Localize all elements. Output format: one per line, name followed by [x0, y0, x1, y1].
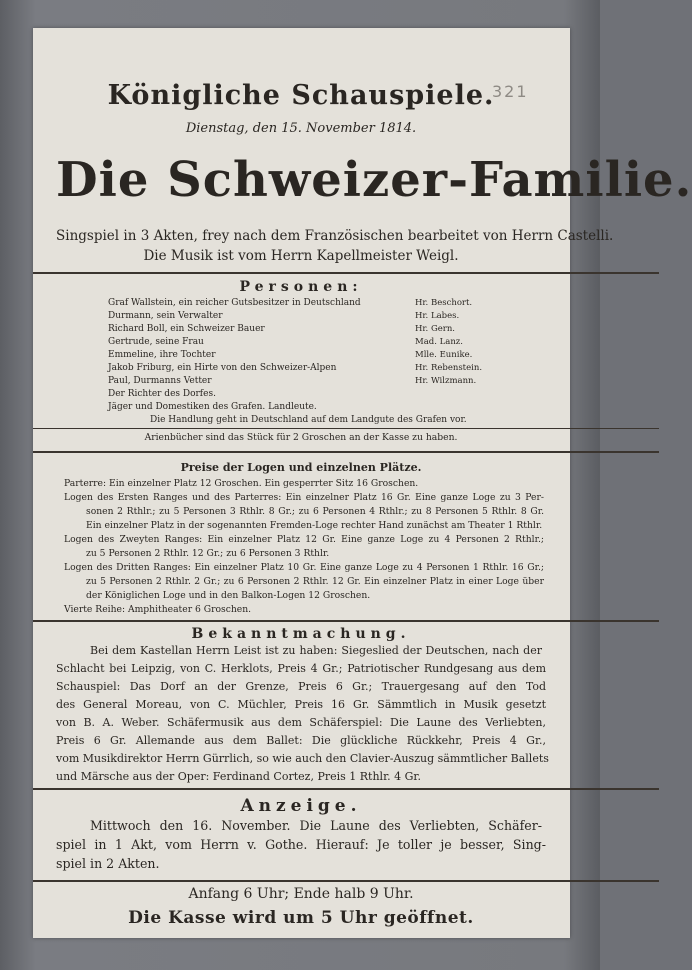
- price-line: Logen des Ersten Ranges und des Parterres: Ein einzelner Platz 16 Gr. Eine ganze Loge zu 3 Per-: [64, 492, 544, 503]
- cast-role: Graf Wallstein, ein reicher Gutsbesitzer in Deutschland: [108, 298, 361, 308]
- announcement-line: vom Musikdirektor Herrn Gürrlich, so wie auch den Clavier-Auszug sämmtlicher Ballets: [56, 752, 549, 765]
- announcement-line: und Märsche aus der Oper: Ferdinand Cortez, Preis 1 Rthlr. 4 Gr.: [56, 770, 421, 783]
- cast-actor: Hr. Beschort.: [415, 298, 473, 308]
- cast-role: Richard Boll, ein Schweizer Bauer: [108, 324, 265, 334]
- cast-actor: Hr. Rebenstein.: [415, 363, 483, 373]
- subtitle-line-1: Singspiel in 3 Akten, frey nach dem Französischen bearbeitet von Herrn Castelli.: [56, 228, 614, 244]
- announcement-line: des General Moreau, von C. Müchler, Preis 16 Gr. Sämmtlich in Musik gesetzt: [56, 698, 546, 711]
- cast-actor: Mlle. Eunike.: [415, 350, 473, 360]
- archive-number: 321: [492, 82, 529, 101]
- cast-role: Der Richter des Dorfes.: [108, 389, 216, 399]
- divider: [33, 788, 659, 790]
- price-line: der Königlichen Loge und in den Balkon-Logen 12 Groschen.: [86, 590, 371, 601]
- notice-line: spiel in 1 Akt, vom Herrn v. Gothe. Hierauf: Je toller je besser, Sing-: [56, 837, 546, 852]
- price-line: Parterre: Ein einzelner Platz 12 Groschen. Ein gesperrter Sitz 16 Groschen.: [64, 478, 419, 489]
- cast-role: Jakob Friburg, ein Hirte von den Schweizer-Alpen: [108, 363, 337, 373]
- announcement-line: Bei dem Kastellan Herrn Leist ist zu haben: Siegeslied der Deutschen, nach der: [90, 644, 542, 657]
- price-line: Logen des Zweyten Ranges: Ein einzelner Platz 12 Gr. Eine ganze Loge zu 4 Personen 2 Rthlr.;: [64, 534, 544, 545]
- announcement-line: Schlacht bei Leipzig, von C. Herklots, Preis 4 Gr.; Patriotischer Rundgesang aus dem: [56, 662, 546, 675]
- price-line: zu 5 Personen 2 Rthlr. 2 Gr.; zu 6 Personen 2 Rthlr. 12 Gr. Ein einzelner Platz in einer Loge über: [86, 576, 544, 587]
- cast-actor: Hr. Labes.: [415, 311, 460, 321]
- cast-heading: Personen:: [239, 279, 363, 295]
- price-line: sonen 2 Rthlr.; zu 5 Personen 3 Rthlr. 8 Gr.; zu 6 Personen 4 Rthlr.; zu 8 Personen 5 Rthlr. 8 Gr.: [86, 506, 544, 517]
- setting-note: Die Handlung geht in Deutschland auf dem Landgute des Grafen vor.: [150, 415, 467, 425]
- divider: [33, 880, 659, 882]
- cast-role: Gertrude, seine Frau: [108, 337, 204, 347]
- price-line: Ein einzelner Platz in der sogenannten Fremden-Loge rechter Hand zunächst am Theater 1 Rthlr.: [86, 520, 543, 531]
- start-end-times: Anfang 6 Uhr; Ende halb 9 Uhr.: [188, 886, 414, 902]
- notice-line: Mittwoch den 16. November. Die Laune des Verliebten, Schäfer-: [90, 818, 542, 833]
- cast-actor: Hr. Wilzmann.: [415, 376, 477, 386]
- cast-role: Paul, Durmanns Vetter: [108, 376, 212, 386]
- notice-heading: Anzeige.: [240, 796, 362, 816]
- box-office-opening: Die Kasse wird um 5 Uhr geöffnet.: [128, 908, 474, 928]
- cast-role: Jäger und Domestiken des Grafen. Landleute.: [108, 402, 317, 412]
- theatre-name: Königliche Schauspiele.: [107, 80, 495, 111]
- price-line: Vierte Reihe: Amphitheater 6 Groschen.: [64, 604, 252, 615]
- announcement-heading: Bekanntmachung.: [191, 626, 411, 642]
- announcement-line: Schauspiel: Das Dorf an der Grenze, Preis 6 Gr.; Trauergesang auf den Tod: [56, 680, 546, 693]
- prices-heading: Preise der Logen und einzelnen Plätze.: [180, 461, 422, 474]
- announcement-line: Preis 6 Gr. Allemande aus dem Ballet: Die glückliche Rückkehr, Preis 4 Gr.,: [56, 734, 546, 747]
- divider: [33, 272, 659, 274]
- libretto-note: Arienbücher sind das Stück für 2 Groschen an der Kasse zu haben.: [144, 432, 458, 443]
- subtitle-line-2: Die Musik ist vom Herrn Kapellmeister Weigl.: [143, 248, 459, 264]
- cast-role: Emmeline, ihre Tochter: [108, 350, 216, 360]
- divider: [33, 620, 659, 622]
- cast-actor: Mad. Lanz.: [415, 337, 463, 347]
- cast-actor: Hr. Gern.: [415, 324, 456, 334]
- play-title: Die Schweizer-Familie.: [56, 152, 692, 208]
- divider: [33, 451, 659, 453]
- announcement-line: von B. A. Weber. Schäfermusik aus dem Schäferspiel: Die Laune des Verliebten,: [56, 716, 546, 729]
- price-line: zu 5 Personen 2 Rthlr. 12 Gr.; zu 6 Personen 3 Rthlr.: [86, 548, 330, 559]
- performance-date: Dienstag, den 15. November 1814.: [185, 121, 417, 136]
- notice-line: spiel in 2 Akten.: [56, 856, 160, 871]
- cast-role: Durmann, sein Verwalter: [108, 311, 223, 321]
- price-line: Logen des Dritten Ranges: Ein einzelner Platz 10 Gr. Eine ganze Loge zu 4 Personen 1 Rthlr. 16 Gr.;: [64, 562, 544, 573]
- divider: [33, 428, 659, 429]
